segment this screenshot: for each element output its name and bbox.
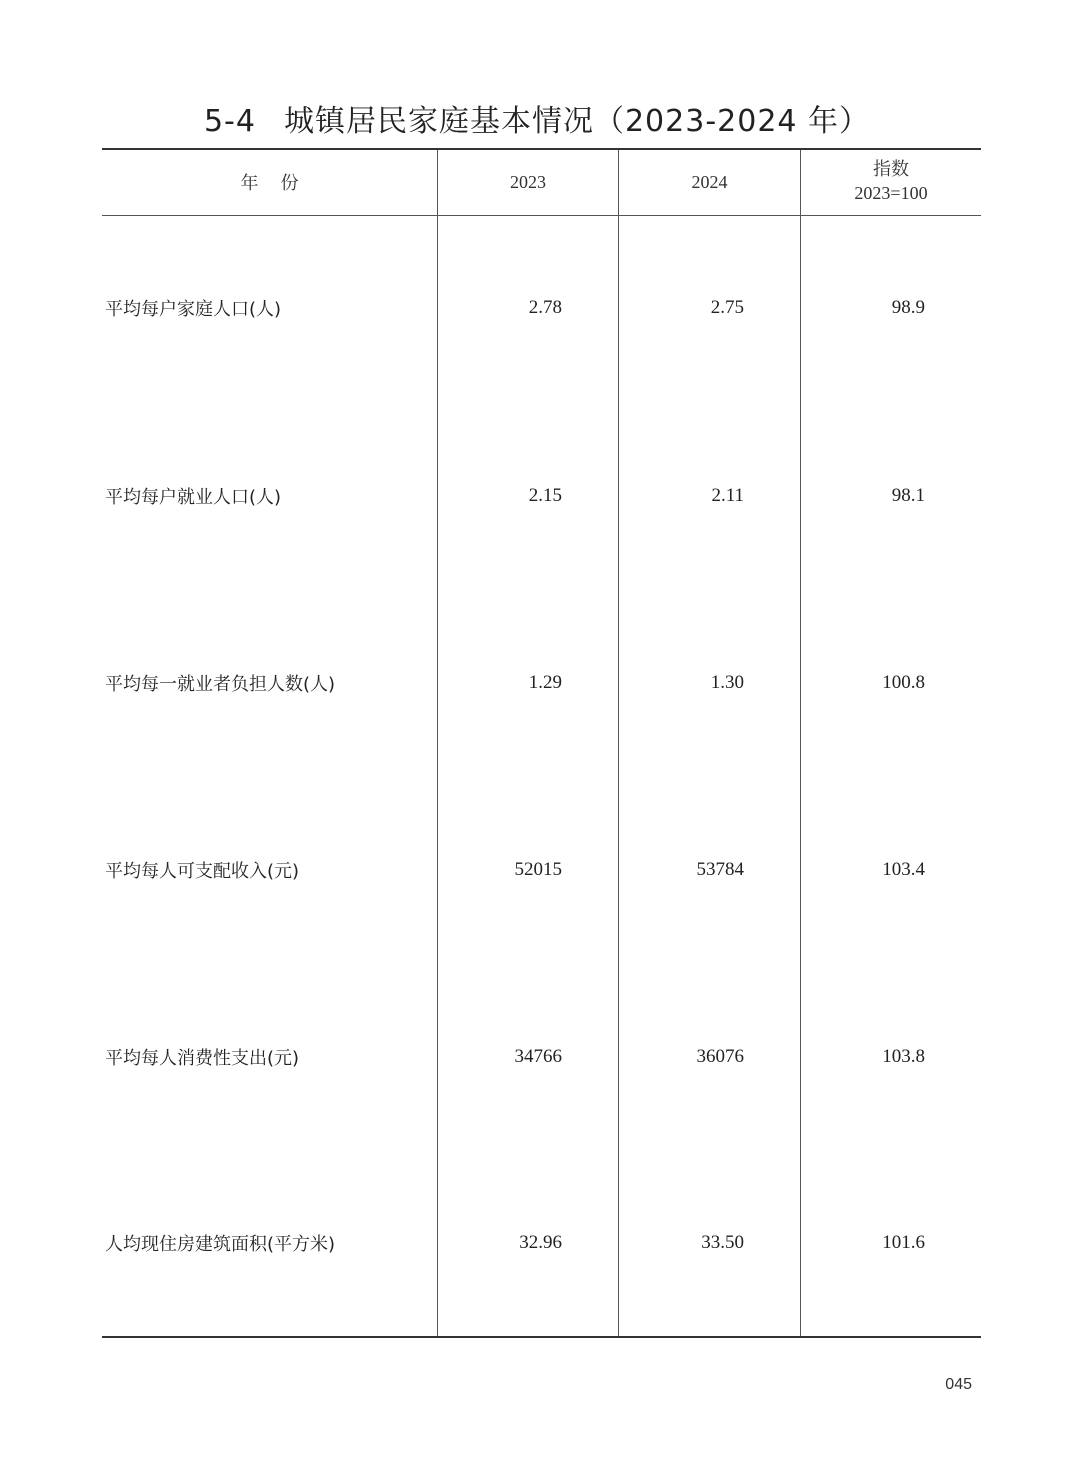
row-label: 平均每人可支配收入(元)	[105, 860, 300, 882]
cell-2023: 2.15	[438, 402, 619, 589]
cell-2023: 34766	[438, 963, 619, 1150]
cell-2023: 1.29	[438, 589, 619, 776]
cell-2023: 32.96	[438, 1150, 619, 1337]
cell-index: 98.9	[801, 215, 982, 402]
header-row	[102, 149, 981, 215]
table-number: 5-4	[203, 104, 256, 139]
row-label: 人均现住房建筑面积(平方米)	[102, 1150, 438, 1337]
row-label: 平均每人消费性支出(元)	[105, 1047, 300, 1069]
cell-2024: 36076	[619, 963, 801, 1150]
header-year-cell	[102, 149, 438, 215]
row-label: 平均每户就业人口(人)	[105, 486, 282, 508]
table-title-text: 城镇居民家庭基本情况（2023-2024 年）	[283, 104, 871, 139]
cell-index: 100.8	[801, 589, 982, 776]
cell-index: 103.8	[801, 963, 982, 1150]
table-row	[102, 776, 981, 963]
table-body	[102, 215, 981, 1337]
header-index-label: 指数	[873, 159, 909, 181]
row-label: 平均每一就业者负担人数(人)	[105, 673, 336, 695]
cell-2024: 1.30	[619, 589, 801, 776]
header-year-label: 年份	[240, 173, 321, 195]
table-row	[102, 963, 981, 1150]
cell-2023: 52015	[438, 776, 619, 963]
cell-2024: 33.50	[619, 1150, 801, 1337]
household-stats-table	[102, 148, 981, 1338]
table-header	[102, 149, 981, 215]
table-row	[102, 215, 981, 402]
header-index-cell	[801, 149, 982, 215]
cell-2024: 2.75	[619, 215, 801, 402]
table-row	[102, 402, 981, 589]
row-label: 平均每户家庭人口(人)	[105, 299, 282, 321]
cell-2023: 2.78	[438, 215, 619, 402]
cell-index: 98.1	[801, 402, 982, 589]
page-title	[0, 96, 1074, 140]
header-2024-cell: 2024	[619, 149, 801, 215]
cell-index: 101.6	[801, 1150, 982, 1337]
table-row	[102, 589, 981, 776]
table-row	[102, 1150, 981, 1337]
data-table-container	[102, 148, 972, 1341]
header-2023-cell: 2023	[438, 149, 619, 215]
page-number: 045	[945, 1376, 972, 1393]
cell-2024: 53784	[619, 776, 801, 963]
cell-index: 103.4	[801, 776, 982, 963]
cell-2024: 2.11	[619, 402, 801, 589]
header-index-base: 2023=100	[854, 183, 928, 204]
